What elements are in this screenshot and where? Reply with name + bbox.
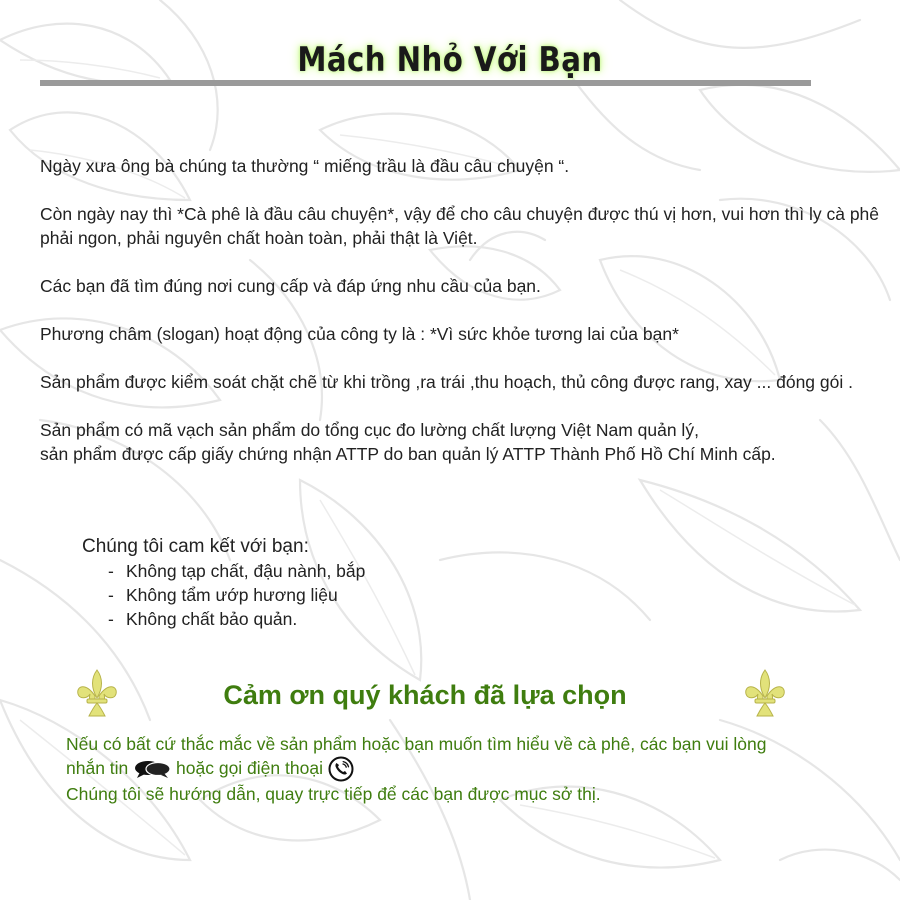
intro-paragraph-6: Sản phẩm có mã vạch sản phẩm do tổng cục đo lường chất lượng Việt Nam quản lý, — [40, 420, 699, 440]
contact-message-label: nhắn tin — [66, 758, 129, 778]
contact-line-1: Nếu có bất cứ thắc mắc về sản phẩm hoặc bạn muốn tìm hiểu về cà phê, các bạn vui lòng — [66, 734, 767, 754]
intro-paragraph-5: Sản phẩm được kiểm soát chặt chẽ từ khi trồng ,ra trái ,thu hoạch, thủ công được rang, xay ... đóng gói . — [40, 372, 853, 392]
commitment-heading: Chúng tôi cam kết với bạn: — [82, 536, 309, 557]
intro-paragraph-4: Phương châm (slogan) hoạt động của công ty là : *Vì sức khỏe tương lai của bạn* — [40, 324, 679, 344]
list-item — [108, 607, 365, 631]
bullet-dash: - — [108, 609, 114, 629]
phone-call-icon[interactable] — [328, 756, 354, 782]
bullet-dash: - — [108, 585, 114, 605]
commitment-item-1: Không tạp chất, đậu nành, bắp — [126, 561, 366, 581]
bullet-dash: - — [108, 561, 114, 581]
commitment-item-3: Không chất bảo quản. — [126, 609, 298, 629]
contact-line-2 — [66, 756, 886, 782]
intro-paragraph-1: Ngày xưa ông bà chúng ta thường “ miếng trầu là đầu câu chuyện “. — [40, 156, 570, 176]
intro-paragraph-2: Còn ngày nay thì *Cà phê là đầu câu chuyện*, vậy để cho câu chuyện được thú vị hơn, vui hơn thì ly cà phê phải ngon, phải nguyên chất hoàn toàn, phải thật là Việt. — [40, 204, 880, 248]
page-title: Mách Nhỏ Với Bạn — [297, 40, 603, 80]
thanks-heading: Cảm ơn quý khách đã lựa chọn — [223, 680, 627, 710]
commitment-list — [82, 559, 365, 631]
intro-paragraph-7: sản phẩm được cấp giấy chứng nhận ATTP do ban quản lý ATTP Thành Phố Hồ Chí Minh cấp. — [40, 444, 776, 464]
intro-paragraph-3: Các bạn đã tìm đúng nơi cung cấp và đáp ứng nhu cầu của bạn. — [40, 276, 541, 296]
contact-line-3: Chúng tôi sẽ hướng dẫn, quay trực tiếp để các bạn được mục sở thị. — [66, 784, 601, 805]
list-item — [108, 583, 365, 607]
fleur-de-lis-icon — [742, 668, 788, 718]
contact-phone-label: hoặc gọi điện thoại — [176, 758, 323, 778]
chat-bubbles-icon[interactable] — [133, 759, 171, 779]
title-divider — [40, 80, 811, 86]
contact-section — [66, 732, 886, 806]
commitment-item-2: Không tẩm ướp hương liệu — [126, 585, 338, 605]
intro-section — [40, 154, 880, 490]
commitment-section — [82, 534, 365, 631]
list-item — [108, 559, 365, 583]
